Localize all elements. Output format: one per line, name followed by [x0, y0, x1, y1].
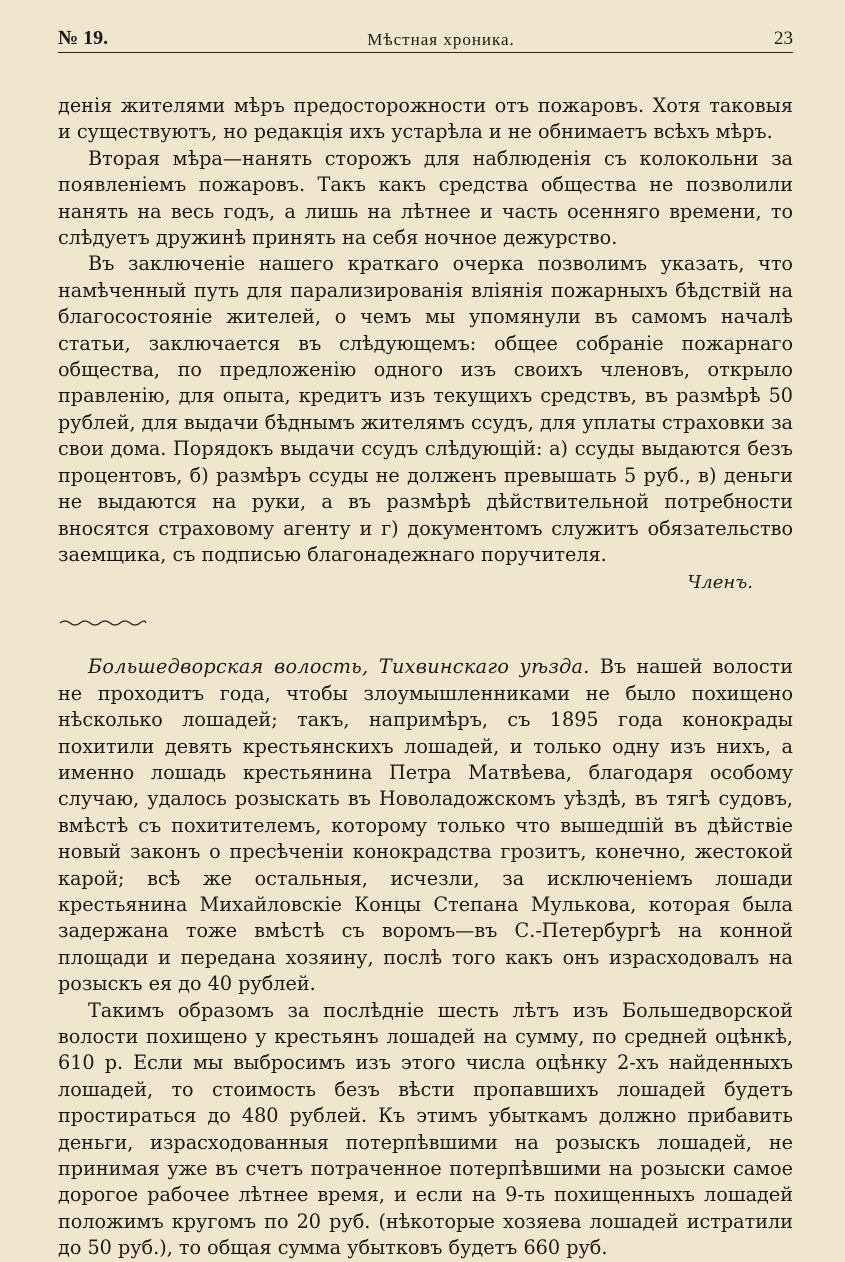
article-heading: Большедворская волость, Тихвинскаго уѣзда. [88, 655, 590, 679]
paragraph-1: денія жителями мѣръ предосторожности отъ пожаровъ. Хотя таковыя и существуютъ, но редакція ихъ устарѣла и не обнимаетъ всѣхъ мѣръ. [58, 94, 793, 144]
running-header [58, 22, 793, 53]
signature: Членъ. [687, 572, 753, 594]
paragraph-4-body: Въ нашей волости не проходитъ года, чтобы злоумышленниками не было похищено нѣсколько лошадей; такъ, напримѣръ, съ 1895 года конокрады похитили девять крестьянскихъ лошадей, и только одну изъ нихъ, а именно лошадь крестьянина Петра Матвѣева, благодаря особому случаю, удалось розыскать въ Новоладожскомъ уѣздѣ, въ тягѣ судовъ, вмѣстѣ съ похитителемъ, которому только что вышедшій въ дѣйствіе новый законъ о пресѣченіи конокрадства грозитъ, конечно, жестокой карой; всѣ же остальныя, исчезли, за исключеніемъ лошади крестьянина Михайловскіе Концы Степана Мулькова, которая была задержана тоже вмѣстѣ съ воромъ—въ С.-Петербургѣ на конной площади и передана хозяину, послѣ того какъ онъ израсходовалъ на розыскъ ея до 40 рублей. [58, 655, 793, 996]
paragraph-3: Въ заключеніе нашего краткаго очерка позволимъ указать, что намѣченный путь для парализированія вліянія пожарныхъ бѣдствій на благосостояніе жителей, о чемъ мы упомянули въ самомъ началѣ статьи, заключается въ слѣдующемъ: общее собраніе пожарнаго общества, по предложенію одного изъ своихъ членовъ, открыло правленію, для опыта, кредитъ изъ текущихъ средствъ, въ размѣрѣ 50 рублей, для выдачи бѣднымъ жителямъ ссудъ, для уплаты страховки за свои дома. Порядокъ выдачи ссудъ слѣдующій: а) ссуды выдаются безъ процентовъ, б) размѣръ ссуды не долженъ превышать 5 руб., в) деньги не выдаются на руки, а въ размѣрѣ дѣйствительной потребности вносятся страховому агенту и г) документомъ служитъ обязательство заемщика, съ подписью благонадежнаго поручителя. [58, 252, 793, 566]
page-number: 23 [773, 28, 793, 49]
section-title: Мѣстная хроника. [367, 30, 515, 49]
section-divider-ornament [58, 618, 148, 628]
paragraph-2: Вторая мѣра—нанять сторожъ для наблюденія съ колокольни за появленіемъ пожаровъ. Такъ какъ средства общества не позволили нанять на весь годъ, а лишь на лѣтнее и часть осенняго времени, то слѣдуетъ дружинѣ принять на себя ночное дежурство. [58, 146, 793, 250]
issue-number: № 19. [58, 27, 109, 49]
paragraph-5: Такимъ образомъ за послѣдніе шесть лѣтъ изъ Большедворской волости похищено у крестьянъ лошадей на сумму, по средней оцѣнкѣ, 610 р. Если мы выбросимъ изъ этого числа оцѣнку 2-хъ найденныхъ лошадей, то стоимость безъ вѣсти пропавшихъ лошадей будетъ простираться до 480 рублей. Къ этимъ убыткамъ должно прибавить деньги, израсходованныя потерпѣвшими на розыскъ лошадей, не принимая уже въ счетъ потраченное потерпѣвшими на розыски самое дорогое рабочее лѣтнее время, и если на 9-ть похищенныхъ лошадей положимъ кругомъ по 20 руб. (нѣкоторые хозяева лошадей истратили до 50 руб.), то общая сумма убытковъ будетъ 660 руб. [58, 998, 793, 1260]
paragraph-4 [58, 654, 793, 997]
